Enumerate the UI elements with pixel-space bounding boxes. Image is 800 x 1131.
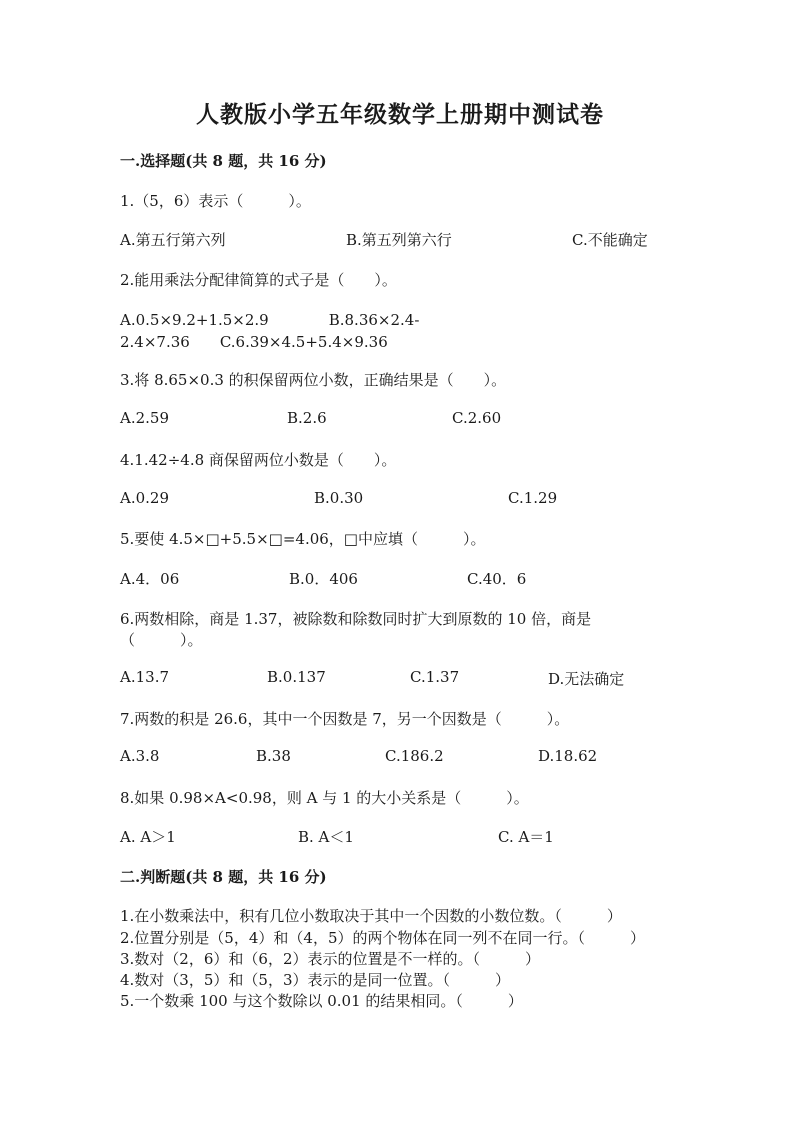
- q1-option-a: A.第五行第六列: [120, 231, 226, 249]
- q4-option-b: B.0.30: [314, 489, 364, 507]
- question-6: 6.两数相除，商是 1.37，被除数和除数同时扩大到原数的 10 倍，商是: [120, 610, 592, 628]
- q7-option-d: D.18.62: [538, 747, 598, 765]
- q4-option-a: A.0.29: [120, 489, 169, 507]
- judgement-item-3: 3.数对（2，6）和（6，2）表示的位置是不一样的。（ ）: [120, 950, 540, 968]
- question-3: 3.将 8.65×0.3 的积保留两位小数，正确结果是（ ）。: [120, 371, 507, 389]
- section-heading-judgement: 二.判断题(共 8 题，共 16 分): [120, 868, 327, 886]
- question-2: 2.能用乘法分配律简算的式子是（ ）。: [120, 271, 397, 289]
- judgement-item-1: 1.在小数乘法中，积有几位小数取决于其中一个因数的小数位数。（ ）: [120, 907, 622, 925]
- q6-option-c: C.1.37: [410, 668, 460, 686]
- q8-option-b: B. A＜1: [298, 828, 354, 846]
- q2-options-line-2: 2.4×7.36 C.6.39×4.5+5.4×9.36: [120, 333, 388, 351]
- q8-option-a: A. A＞1: [120, 828, 176, 846]
- section-heading-choice: 一.选择题(共 8 题，共 16 分): [120, 152, 327, 170]
- q8-option-c: C. A＝1: [498, 828, 554, 846]
- question-5: 5.要使 4.5×□+5.5×□=4.06，□中应填（ ）。: [120, 530, 486, 548]
- question-6-cont: （ ）。: [120, 631, 203, 649]
- q7-option-a: A.3.8: [120, 747, 160, 765]
- q5-option-a: A.4．06: [120, 570, 180, 588]
- q7-option-b: B.38: [256, 747, 291, 765]
- q2-options-line-1: A.0.5×9.2+1.5×2.9 B.8.36×2.4-: [120, 311, 420, 329]
- q3-option-b: B.2.6: [287, 409, 327, 427]
- q5-option-c: C.40．6: [467, 570, 527, 588]
- q1-option-c: C.不能确定: [572, 231, 648, 249]
- q6-option-d: D.无法确定: [548, 670, 625, 688]
- q3-option-c: C.2.60: [452, 409, 502, 427]
- q6-option-b: B.0.137: [267, 668, 326, 686]
- judgement-item-5: 5.一个数乘 100 与这个数除以 0.01 的结果相同。（ ）: [120, 992, 523, 1010]
- question-1: 1.（5，6）表示（ ）。: [120, 192, 311, 210]
- q3-option-a: A.2.59: [120, 409, 169, 427]
- q7-option-c: C.186.2: [385, 747, 444, 765]
- question-7: 7.两数的积是 26.6，其中一个因数是 7，另一个因数是（ ）。: [120, 710, 570, 728]
- judgement-item-4: 4.数对（3，5）和（5，3）表示的是同一位置。（ ）: [120, 971, 510, 989]
- q6-option-a: A.13.7: [120, 668, 169, 686]
- q4-option-c: C.1.29: [508, 489, 558, 507]
- judgement-item-2: 2.位置分别是（5，4）和（4，5）的两个物体在同一列不在同一行。（ ）: [120, 929, 645, 947]
- q5-option-b: B.0．406: [289, 570, 358, 588]
- page-title: 人教版小学五年级数学上册期中测试卷: [196, 101, 604, 128]
- question-4: 4.1.42÷4.8 商保留两位小数是（ ）。: [120, 451, 397, 469]
- question-8: 8.如果 0.98×A<0.98，则 A 与 1 的大小关系是（ ）。: [120, 789, 529, 807]
- q1-option-b: B.第五列第六行: [346, 231, 452, 249]
